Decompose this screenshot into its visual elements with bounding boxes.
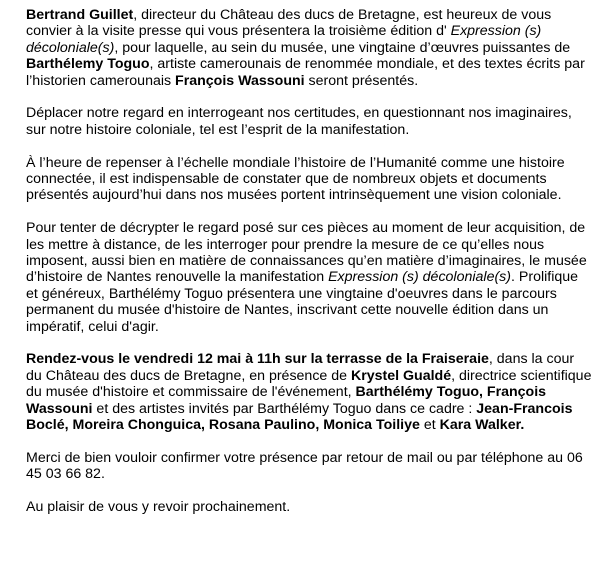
press-invitation-letter — [26, 7, 592, 532]
rendezvous-text-3: et des artistes invités par Barthélémy Toguo dans ce cadre : — [92, 400, 477, 417]
purpose-text-1: Pour tenter de décrypter le regard posé sur ces pièces au moment de leur acquisition, de les mettre à distance, de les interroger pour prendre la mesure de ce qu’elles nous imposent, aussi bien en matière de connaissances qu’en matière d’imaginaires, le musée d’histoire de Nantes renouvelle la manifestation — [26, 220, 587, 286]
rendezvous-text-4: et — [419, 417, 440, 434]
paragraph-closing: Au plaisir de vous y revoir prochainement. — [26, 499, 291, 516]
rendezvous-text-2: , directrice scientifique du musée d'histoire et commissaire de l'événement, — [26, 367, 592, 401]
intro-text-2: , pour laquelle, au sein du musée, une vingtaine d’œuvres puissantes de — [114, 39, 571, 56]
paragraph-rsvp: Merci de bien vouloir confirmer votre présence par retour de mail ou par téléphone au 06 45 03 66 82. — [26, 449, 583, 483]
paragraph-rendezvous — [26, 351, 592, 433]
exhibition-title: Expression (s) décoloniale(s) — [26, 23, 542, 56]
last-guest-artist: Kara Walker. — [439, 417, 525, 434]
paragraph-spirit: Déplacer notre regard en interrogeant nos certitudes, en questionnant nos imaginaires, sur notre histoire coloniale, tel est l’esprit de la manifestation. — [26, 105, 572, 138]
guest-artists: Jean-Francois Boclé, Moreira Chonguica, Rosana Paulino, Monica Toiliye — [26, 400, 573, 434]
purpose-text-2: . Prolifique et généreux, Barthélémy Toguo présentera une vingtaine d'oeuvres dans le parcours permanent du musée d'histoire de Nantes, inscrivant cette nouvelle édition dans un impératif, celui d'agir. — [26, 269, 579, 335]
artist-name: Barthélemy Toguo — [26, 56, 150, 73]
curator-name: Krystel Gualdé — [350, 367, 452, 384]
rendezvous-text-1: , dans la cour du Château des ducs de Bretagne, en présence de — [26, 351, 575, 384]
host-names: Barthélémy Toguo, François Wassouni — [26, 384, 547, 417]
intro-text-3: , artiste camerounais de renommée mondiale, et des textes écrits par l’historien camerounais — [26, 56, 585, 89]
director-name: Bertrand Guillet — [26, 7, 134, 23]
paragraph-purpose — [26, 220, 592, 335]
paragraph-context: À l’heure de repenser à l’échelle mondiale l’histoire de l’Humanité comme une histoire connectée, il est indispensable de constater que de nombreux objets et documents présentés aujourd’hui dans nos musées portent intrinsèquement une vision coloniale. — [26, 154, 565, 204]
rendezvous-date-place: Rendez-vous le vendredi 12 mai à 11h sur la terrasse de la Fraiseraie — [26, 351, 489, 368]
historian-name: François Wassouni — [175, 72, 305, 89]
exhibition-title-2: Expression (s) décoloniale(s) — [328, 269, 511, 286]
intro-text-1: , directeur du Château des ducs de Bretagne, est heureux de vous convier à la visite presse qui vous présentera la troisième édition d' — [26, 7, 552, 40]
paragraph-intro — [26, 7, 592, 89]
intro-text-4: seront présentés. — [304, 72, 419, 89]
